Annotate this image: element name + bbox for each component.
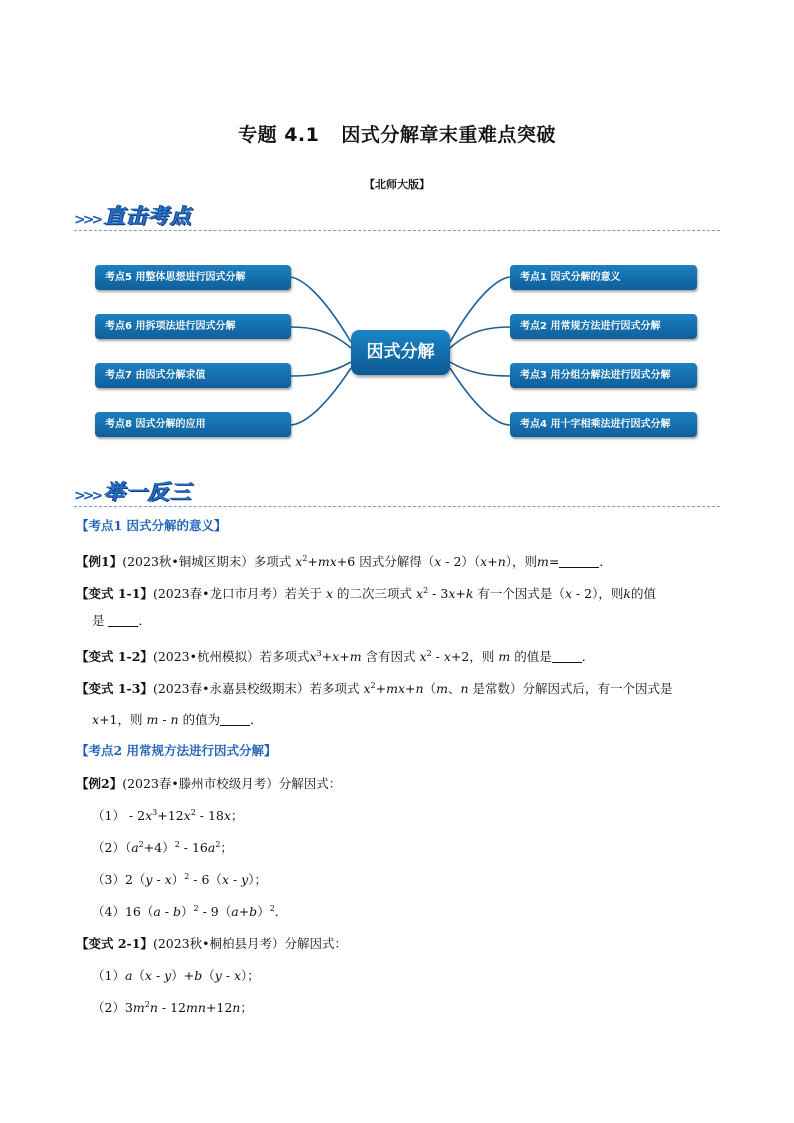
section-header-key-points bbox=[74, 198, 720, 231]
variant-2-1: 【变式 2-1】(2023秋•桐柏县月考）分解因式： bbox=[76, 936, 347, 951]
title-text: 因式分解章末重难点突破 bbox=[341, 124, 556, 146]
arrows-icon: >>> bbox=[74, 488, 101, 504]
section-label: 举一反三 bbox=[104, 480, 192, 504]
mind-map bbox=[0, 250, 794, 450]
node-kaodian-5[interactable]: 考点5 用整体思想进行因式分解 bbox=[95, 265, 291, 290]
connector-6 bbox=[291, 327, 351, 348]
connector-3 bbox=[450, 362, 510, 376]
example-2-item-1: $(1) - 2x^3+12x^2 - 18x$； bbox=[92, 807, 244, 823]
kaodian-2-heading: 【考点2 用常规方法进行因式分解】 bbox=[76, 743, 277, 758]
node-kaodian-6[interactable]: 考点6 用拆项法进行因式分解 bbox=[95, 314, 291, 339]
node-kaodian-4[interactable]: 考点4 用十字相乘法进行因式分解 bbox=[510, 412, 697, 437]
example-2-item-2: $(2)(a^2+4)^2 - 16a^2$； bbox=[92, 839, 233, 855]
mind-map-center[interactable]: 因式分解 bbox=[351, 330, 450, 375]
edition-label: 【北师大版】 bbox=[364, 178, 430, 191]
section-label: 直击考点 bbox=[104, 204, 192, 228]
variant-2-1-item-1: （1）a（x - y）+b（y - x）； bbox=[92, 968, 260, 983]
connector-7 bbox=[291, 362, 351, 376]
variant-2-1-item-2: $(2)3m^2n - 12mn+12n$； bbox=[92, 999, 253, 1015]
variant-1-1-cont: 是 ． bbox=[92, 613, 151, 628]
arrows-icon: >>> bbox=[74, 212, 101, 228]
node-kaodian-2[interactable]: 考点2 用常规方法进行因式分解 bbox=[510, 314, 697, 339]
example-1: 【例1】(2023秋•铜城区期末）多项式 $x^2+mx+6$ 因式分解得（x - 2）（x+n），则m= ． bbox=[76, 553, 612, 569]
node-kaodian-1[interactable]: 考点1 因式分解的意义 bbox=[510, 265, 697, 290]
variant-1-3: 【变式 1-3】(2023春•永嘉县校级期末）若多项式 $x^2+mx+n(m$、n 是常数）分解因式后，有一个因式是 bbox=[76, 680, 673, 696]
example-2-item-3: （3）2（y - x）$^2$ - 6（x - y）； bbox=[92, 871, 267, 887]
page-title bbox=[0, 120, 794, 147]
connector-2 bbox=[450, 327, 510, 348]
example-2: 【例2】(2023春•滕州市校级月考）分解因式： bbox=[76, 776, 342, 791]
node-kaodian-8[interactable]: 考点8 因式分解的应用 bbox=[95, 412, 291, 437]
variant-1-2: 【变式 1-2】(2023•杭州模拟）若多项式$x^3+x+m$ 含有因式 $x^2 - x+2$，则 m 的值是 ． bbox=[76, 648, 595, 664]
node-kaodian-7[interactable]: 考点7 由因式分解求值 bbox=[95, 363, 291, 388]
variant-1-1: 【变式 1-1】(2023春•龙口市月考）若关于 x 的二次三项式 $x^2 - 3x+k$ 有一个因式是（x - 2），则k的值 bbox=[76, 585, 656, 601]
connector-1 bbox=[450, 277, 510, 342]
connector-5 bbox=[290, 277, 351, 342]
section-header-practice bbox=[74, 474, 720, 507]
example-2-item-4: $(4)16(a - b)^2 - 9(a+b)^2$． bbox=[92, 903, 288, 919]
node-kaodian-3[interactable]: 考点3 用分组分解法进行因式分解 bbox=[510, 363, 697, 388]
variant-1-3-cont: x+1，则 m - n 的值为 ． bbox=[92, 712, 263, 727]
title-number: 专题 4.1 bbox=[238, 124, 320, 146]
kaodian-1-heading: 【考点1 因式分解的意义】 bbox=[76, 518, 227, 533]
